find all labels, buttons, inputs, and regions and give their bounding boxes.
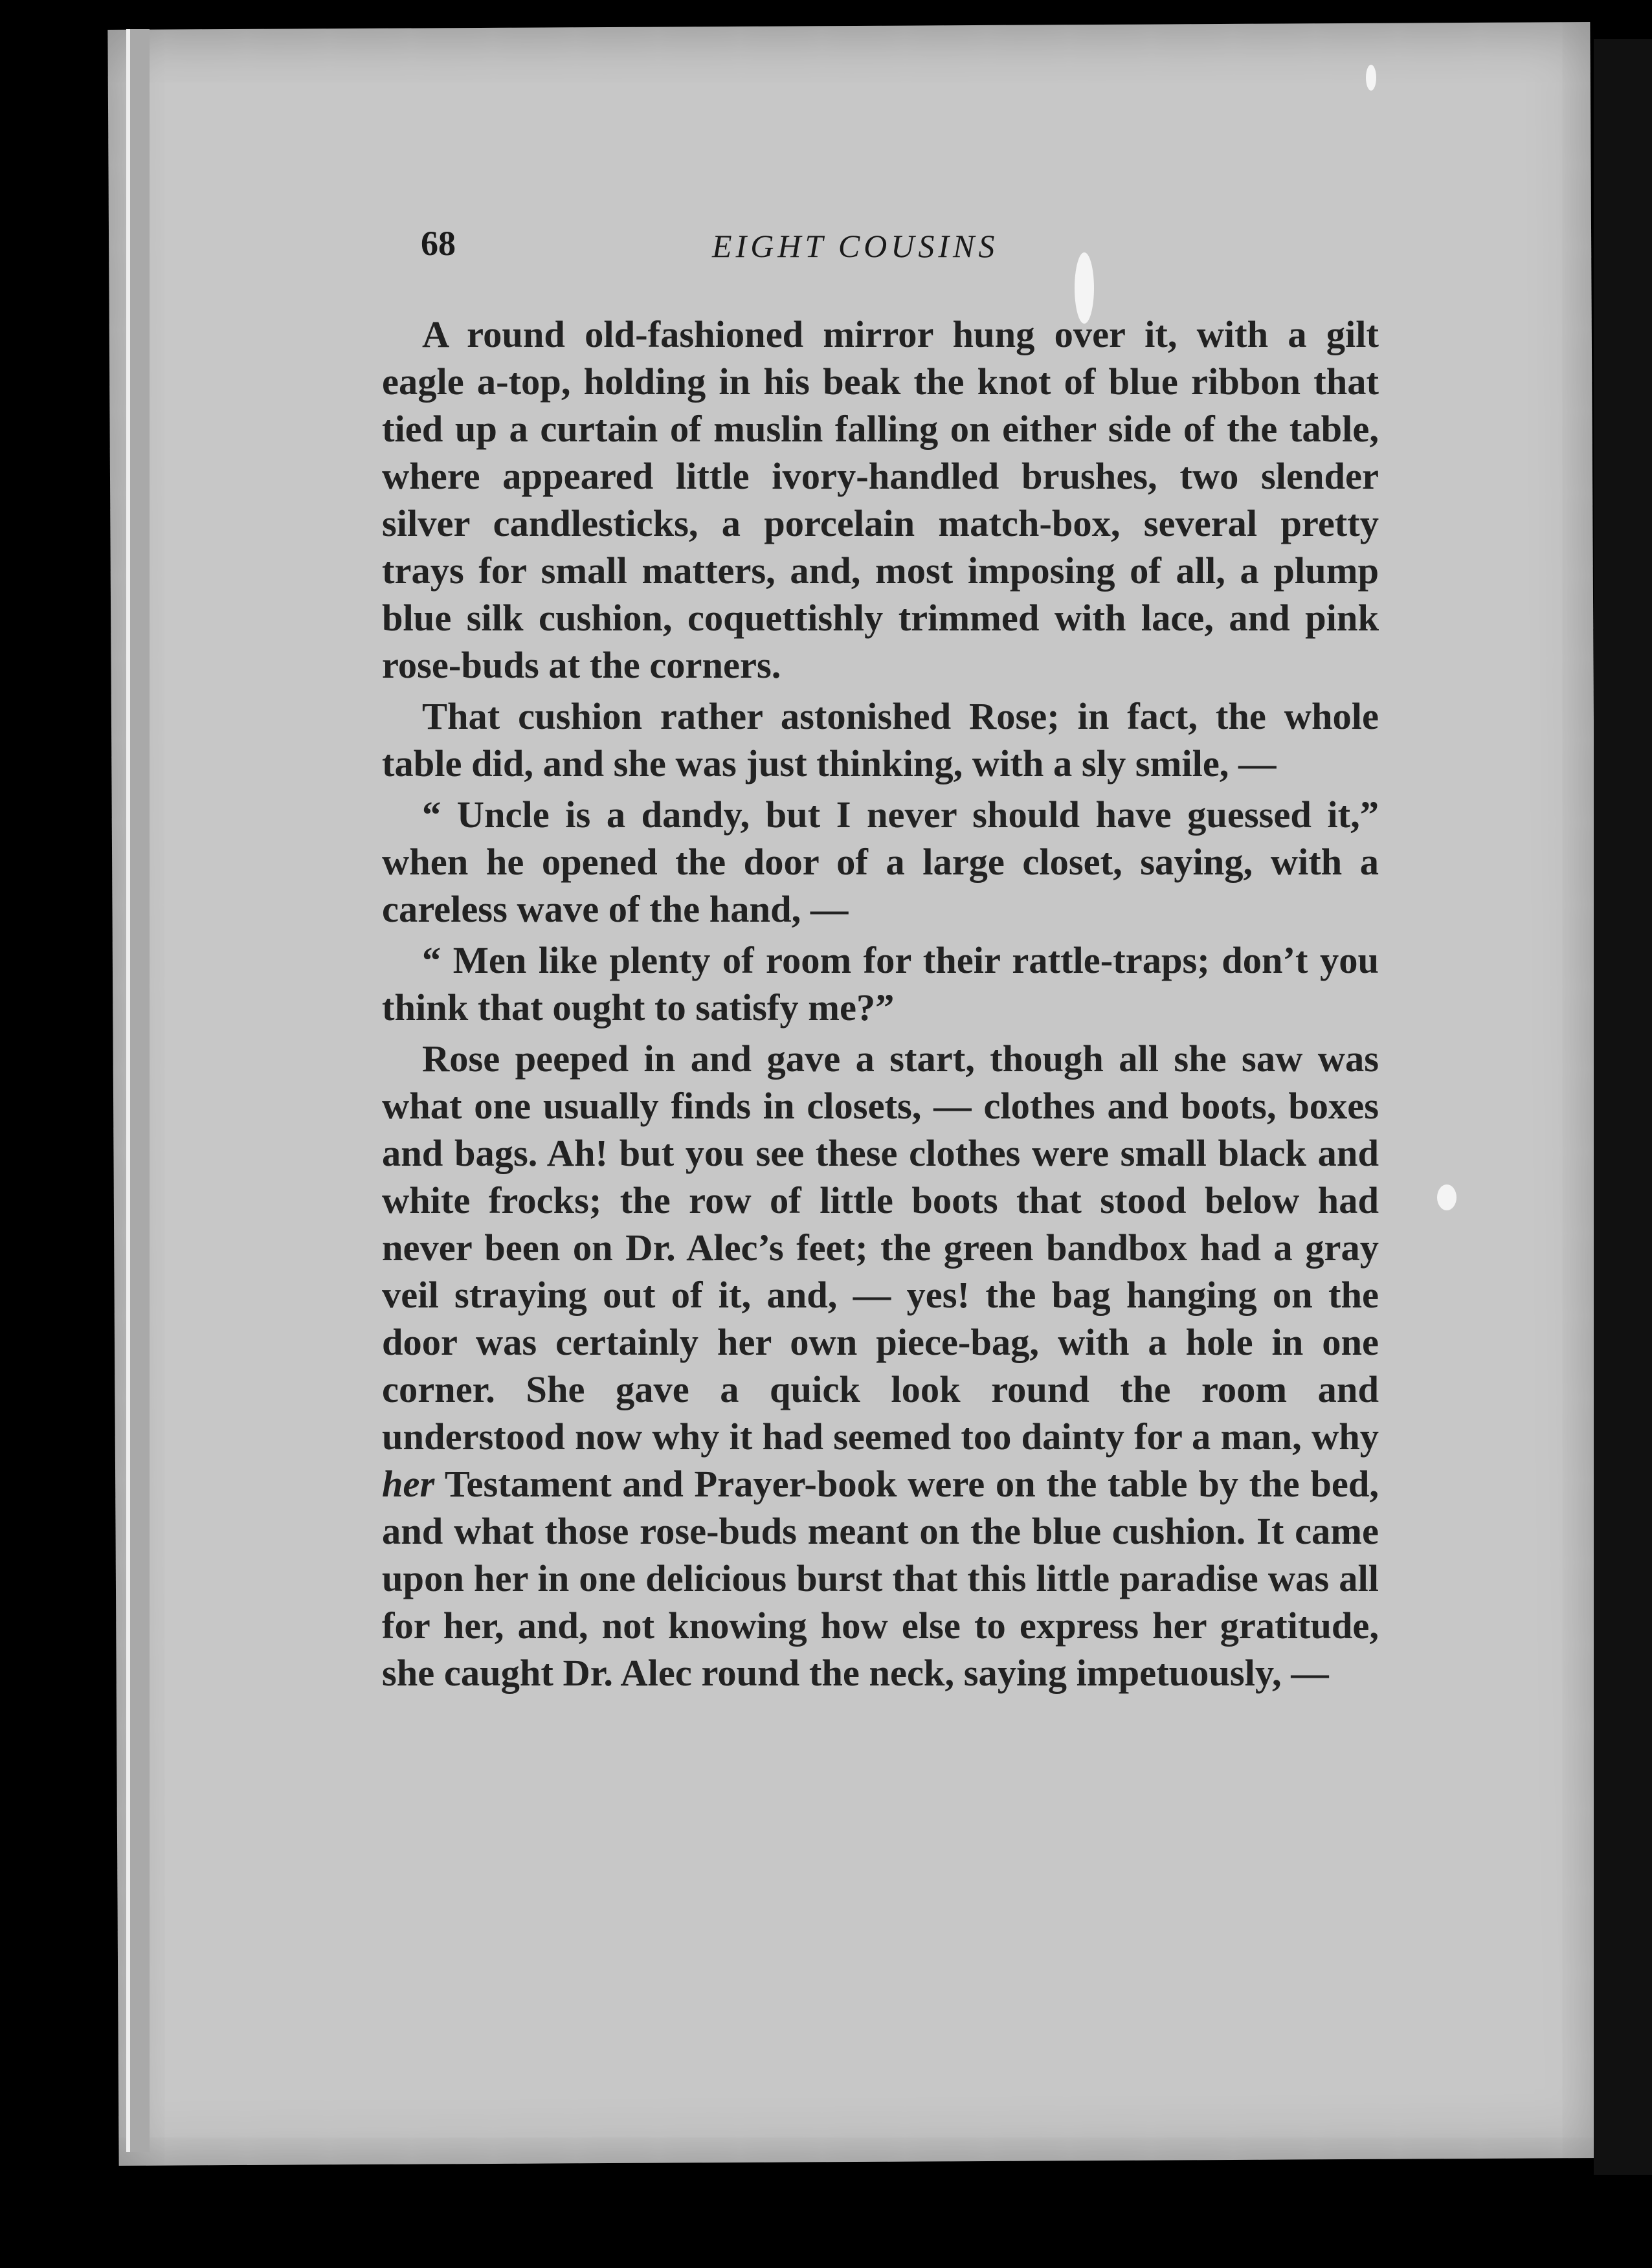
running-title: EIGHT COUSINS [712, 228, 999, 264]
body-text [382, 311, 1379, 1700]
paragraph: “ Men like plenty of room for their rattle-traps; don’t you think that ought to satisfy me?” [382, 939, 1379, 1028]
paragraph [382, 1035, 1379, 1696]
italic-word: her [382, 1463, 435, 1505]
scan-blemish [1437, 1184, 1457, 1210]
paragraph: That cushion rather astonished Rose; in fact, the whole table did, and she was just thinking, with a sly smile, — [382, 695, 1379, 784]
running-header [421, 223, 1165, 275]
binding-shadow [1594, 39, 1652, 2175]
paragraph-text: Rose peeped in and gave a start, though all she saw was what one usually finds in closets, — clothes and boots, boxes and bags. Ah! but you see these clothes were small black and white frocks; the row of little boots that stood below had never been on Dr. Alec’s feet; the green bandbox had a gray veil straying out of it, and, — yes! the bag hanging on the door was certainly her own piece-bag, with a hole in one corner. She gave a quick look round the room and understood now why it had seemed too dainty for a man, why [382, 1038, 1379, 1458]
paragraph-text: Testament and Prayer-book were on the table by the bed, and what those rose-buds meant on the blue cushion. It came upon her in one delicious burst that this little paradise was all for her, and, not knowing how else to express her gratitude, she caught Dr. Alec round the neck, saying impetuously, — [382, 1463, 1379, 1694]
paragraph: “ Uncle is a dandy, but I never should have guessed it,” when he opened the door of a large closet, saying, with a careless wave of the hand, — [382, 794, 1379, 930]
page-edge [126, 29, 150, 2152]
page-number: 68 [421, 224, 456, 263]
scan-blemish [1366, 65, 1376, 91]
paragraph: A round old-fashioned mirror hung over it, with a gilt eagle a-top, holding in his beak the knot of blue ribbon that tied up a curtain of muslin falling on either side of the table, where appeared little ivory-handled brushes, two slender silver candlesticks, a porcelain match-box, several pretty trays for small matters, and, most imposing of all, a plump blue silk cushion, coquettishly trimmed with lace, and pink rose-buds at the corners. [382, 313, 1379, 686]
